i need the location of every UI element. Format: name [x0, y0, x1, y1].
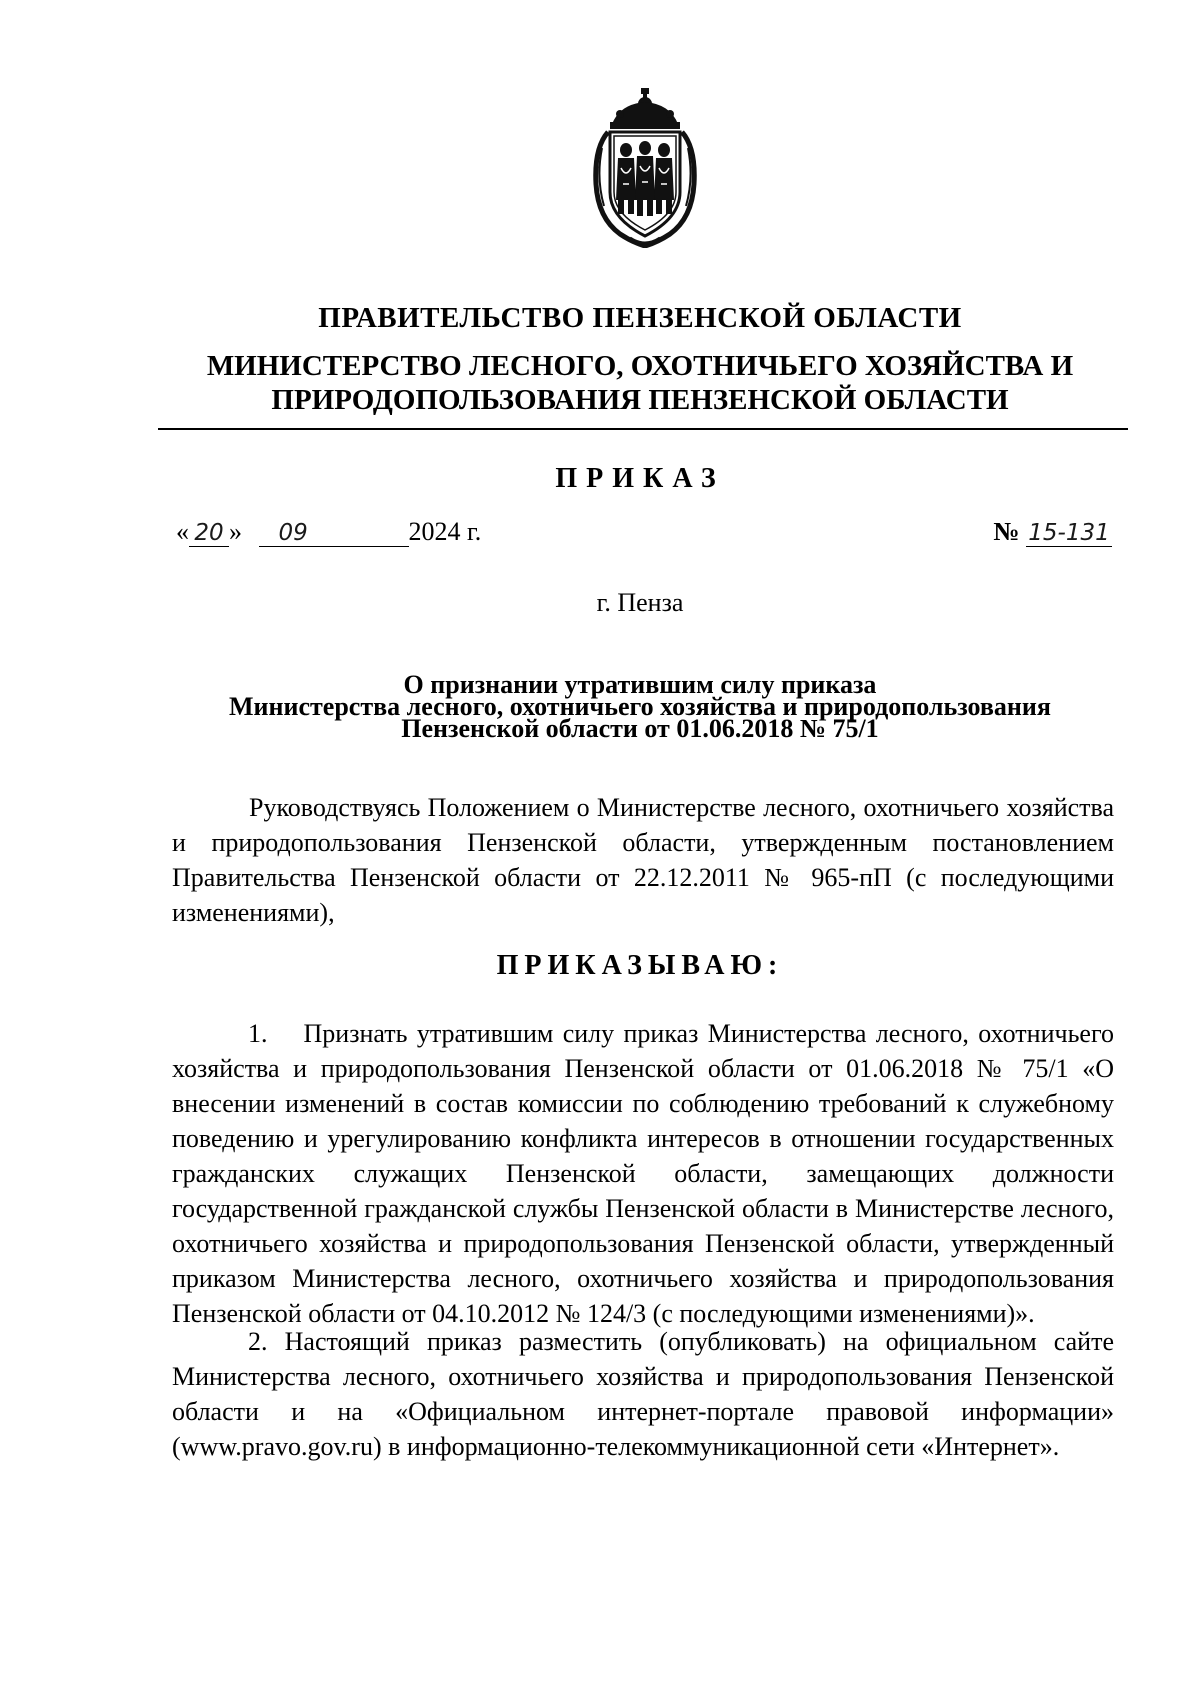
document-type-title: ПРИКАЗ	[555, 463, 725, 494]
order-subject	[160, 670, 1120, 743]
order-number-handwritten: 15-131	[1026, 520, 1112, 547]
order-city: г. Пенза	[596, 588, 684, 617]
date-open-quote: «	[176, 517, 189, 546]
date-day-handwritten: 20	[189, 520, 229, 547]
subject-line-3: Пензенской области от 01.06.2018 № 75/1	[401, 714, 879, 743]
ministry-title-line-1: МИНИСТЕРСТВО ЛЕСНОГО, ОХОТНИЧЬЕГО ХОЗЯЙСТВА И	[206, 350, 1074, 382]
header-divider	[158, 428, 1128, 430]
item-1-number: 1.	[248, 1019, 268, 1048]
decree-heading: ПРИКАЗЫВАЮ:	[496, 950, 784, 981]
subject-line-2: Министерства лесного, охотничьего хозяйства и природопользования	[229, 692, 1051, 721]
date-month-handwritten: 09	[259, 520, 409, 547]
number-prefix: №	[993, 517, 1020, 546]
coat-of-arms-icon	[590, 88, 700, 248]
order-date	[176, 517, 481, 547]
order-number	[993, 517, 1112, 547]
basis-paragraph: Руководствуясь Положением о Министерстве лесного, охотничьего хозяйства и природопользования Пензенской области, утвержденным постановлением Правительства Пензенской области от 22.12.2011 № 965-пП (с последующими изменениями),	[172, 793, 1114, 927]
subject-line-1: О признании утратившим силу приказа	[403, 670, 877, 699]
item-1-text: Признать утратившим силу приказ Министерства лесного, охотничьего хозяйства и природопользования Пензенской области от 01.06.2018 № 75/1 «О внесении изменений в состав комиссии по соблюдению требований к служебному поведению и урегулированию конфликта интересов в отношении государственных гражданских служащих Пензенской области, замещающих должности государственной гражданской службы Пензенской области в Министерстве лесного, охотничьего хозяйства и природопользования Пензенской области, утвержденный приказом Министерства лесного, охотничьего хозяйства и природопользования Пензенской области от 04.10.2012 № 124/3 (с последующими изменениями)».	[172, 1019, 1114, 1328]
ministry-title-line-2: ПРИРОДОПОЛЬЗОВАНИЯ ПЕНЗЕНСКОЙ ОБЛАСТИ	[271, 384, 1009, 416]
date-year: 2024 г.	[408, 517, 482, 546]
decree-item-1	[172, 1016, 1114, 1331]
decree-item-2: 2. Настоящий приказ разместить (опубликовать) на официальном сайте Министерства лесного, охотничьего хозяйства и природопользования Пензенской области и на «Официальном интернет-портале правовой информации» (www.pravo.gov.ru) в информационно-телекоммуникационной сети «Интернет».	[172, 1327, 1114, 1461]
government-title: ПРАВИТЕЛЬСТВО ПЕНЗЕНСКОЙ ОБЛАСТИ	[318, 302, 962, 334]
date-close-quote: »	[229, 517, 242, 546]
